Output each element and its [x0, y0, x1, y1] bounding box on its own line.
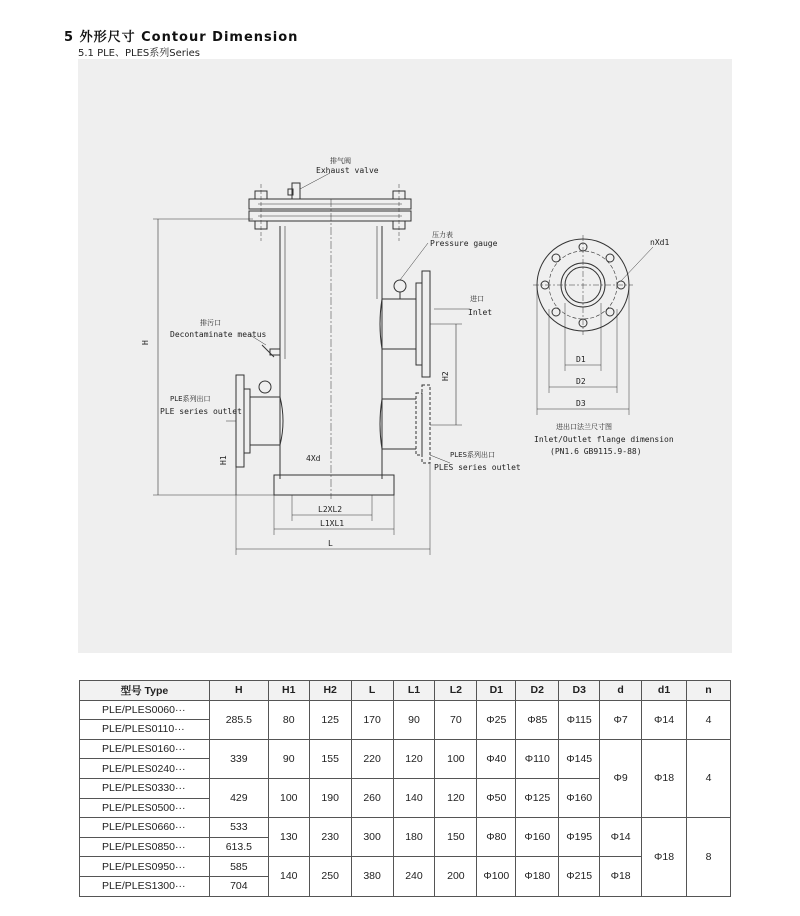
type-cell: PLE/PLES0950··· [80, 857, 210, 877]
technical-drawing-svg [78, 59, 732, 653]
h2-cell: 190 [309, 778, 351, 817]
type-cell: PLE/PLES0160··· [80, 739, 210, 759]
h2-cell: 230 [309, 818, 351, 857]
l1-cell: 180 [393, 818, 435, 857]
d3-cell: Φ215 [559, 857, 600, 896]
n-cell: 8 [687, 818, 731, 896]
l2-cell: 200 [435, 857, 477, 896]
header-l: L [351, 681, 393, 701]
header-d2: D2 [516, 681, 559, 701]
header-h1: H1 [268, 681, 309, 701]
header-type: 型号 Type [80, 681, 210, 701]
table-row [80, 818, 731, 838]
dim-h2-label: H2 [441, 371, 450, 381]
d-cell: Φ14 [600, 818, 642, 857]
dim-d1-label: D1 [576, 355, 586, 364]
l2-cell: 70 [435, 700, 477, 739]
d2-cell: Φ110 [516, 739, 559, 778]
dimension-table [79, 680, 731, 897]
exhaust-label-cn: 排气阀 [330, 157, 351, 165]
table-row [80, 857, 731, 877]
header-n: n [687, 681, 731, 701]
d1-cell: Φ25 [477, 700, 516, 739]
h-cell: 533 [209, 818, 268, 838]
ples-outlet-label-en: PLES series outlet [434, 463, 521, 472]
l2-cell: 100 [435, 739, 477, 778]
header-d1: D1 [477, 681, 516, 701]
section-subtitle: 5.1 PLE、PLES系列Series [78, 48, 201, 59]
l1-cell: 90 [393, 700, 435, 739]
h-cell: 585 [209, 857, 268, 877]
header-l2: L2 [435, 681, 477, 701]
h-cell: 429 [209, 778, 268, 817]
dim-l-label: L [328, 539, 333, 548]
n-cell: 4 [687, 739, 731, 817]
header-d3: D3 [559, 681, 600, 701]
header-h: H [209, 681, 268, 701]
type-cell: PLE/PLES0110··· [80, 720, 210, 740]
ples-outlet-label-cn: PLES系列出口 [450, 451, 495, 459]
dim-h-label: H [141, 340, 150, 345]
header-dd1: d1 [642, 681, 687, 701]
dim-l1-label: L1XL1 [320, 519, 345, 528]
d-cell: Φ18 [600, 857, 642, 896]
type-cell: PLE/PLES0060··· [80, 700, 210, 720]
type-cell: PLE/PLES0500··· [80, 798, 210, 818]
header-l1: L1 [393, 681, 435, 701]
h-cell: 613.5 [209, 837, 268, 857]
dim-d3-label: D3 [576, 399, 586, 408]
dim-h1-label: H1 [219, 455, 228, 465]
d1-cell: Φ80 [477, 818, 516, 857]
dim-l2-label: L2XL2 [318, 505, 343, 514]
d3-cell: Φ195 [559, 818, 600, 857]
dd1-cell: Φ18 [642, 818, 687, 896]
l1-cell: 240 [393, 857, 435, 896]
flange-caption-en: Inlet/Outlet flange dimension [534, 435, 674, 444]
d2-cell: Φ180 [516, 857, 559, 896]
table-row [80, 700, 731, 720]
ple-outlet-label-cn: PLE系列出口 [170, 395, 211, 403]
d2-cell: Φ125 [516, 778, 559, 817]
page-title: 5 外形尺寸 Contour Dimension [64, 30, 299, 45]
dim-xd-label: 4Xd [306, 454, 321, 463]
h-cell: 285.5 [209, 700, 268, 739]
type-cell: PLE/PLES0850··· [80, 837, 210, 857]
d2-cell: Φ160 [516, 818, 559, 857]
l-cell: 220 [351, 739, 393, 778]
h2-cell: 250 [309, 857, 351, 896]
h1-cell: 100 [268, 778, 309, 817]
gauge-label-en: Pressure gauge [430, 239, 498, 248]
d1-cell: Φ100 [477, 857, 516, 896]
l2-cell: 150 [435, 818, 477, 857]
l-cell: 380 [351, 857, 393, 896]
d1-cell: Φ40 [477, 739, 516, 778]
l1-cell: 140 [393, 778, 435, 817]
decon-label-cn: 排污口 [200, 319, 221, 327]
h1-cell: 80 [268, 700, 309, 739]
type-cell: PLE/PLES1300··· [80, 876, 210, 896]
h1-cell: 140 [268, 857, 309, 896]
n-cell: 4 [687, 700, 731, 739]
inlet-label-cn: 进口 [470, 295, 484, 303]
h1-cell: 130 [268, 818, 309, 857]
h2-cell: 125 [309, 700, 351, 739]
ple-outlet-label-en: PLE series outlet [160, 407, 242, 416]
dim-d2-label: D2 [576, 377, 586, 386]
d-cell: Φ7 [600, 700, 642, 739]
dd1-cell: Φ14 [642, 700, 687, 739]
h2-cell: 155 [309, 739, 351, 778]
header-d: d [600, 681, 642, 701]
d1-cell: Φ50 [477, 778, 516, 817]
l-cell: 170 [351, 700, 393, 739]
d3-cell: Φ115 [559, 700, 600, 739]
type-cell: PLE/PLES0660··· [80, 818, 210, 838]
h1-cell: 90 [268, 739, 309, 778]
dim-nxd1-label: nXd1 [650, 238, 670, 247]
decon-label-en: Decontaminate meatus [170, 330, 267, 339]
l-cell: 300 [351, 818, 393, 857]
exhaust-label-en: Exhaust valve [316, 166, 379, 175]
type-cell: PLE/PLES0240··· [80, 759, 210, 779]
l1-cell: 120 [393, 739, 435, 778]
h-cell: 339 [209, 739, 268, 778]
h-cell: 704 [209, 876, 268, 896]
table-row [80, 739, 731, 759]
d-cell: Φ9 [600, 739, 642, 817]
d2-cell: Φ85 [516, 700, 559, 739]
d3-cell: Φ145 [559, 739, 600, 778]
header-h2: H2 [309, 681, 351, 701]
l-cell: 260 [351, 778, 393, 817]
dimension-drawing [78, 59, 732, 653]
inlet-label-en: Inlet [468, 308, 493, 317]
d3-cell: Φ160 [559, 778, 600, 817]
flange-caption-std: (PN1.6 GB9115.9-88) [550, 447, 642, 456]
type-cell: PLE/PLES0330··· [80, 778, 210, 798]
flange-caption-cn: 进出口法兰尺寸图 [556, 423, 612, 431]
table-header-row [80, 681, 731, 701]
gauge-label-cn: 压力表 [432, 231, 453, 239]
dd1-cell: Φ18 [642, 739, 687, 817]
l2-cell: 120 [435, 778, 477, 817]
